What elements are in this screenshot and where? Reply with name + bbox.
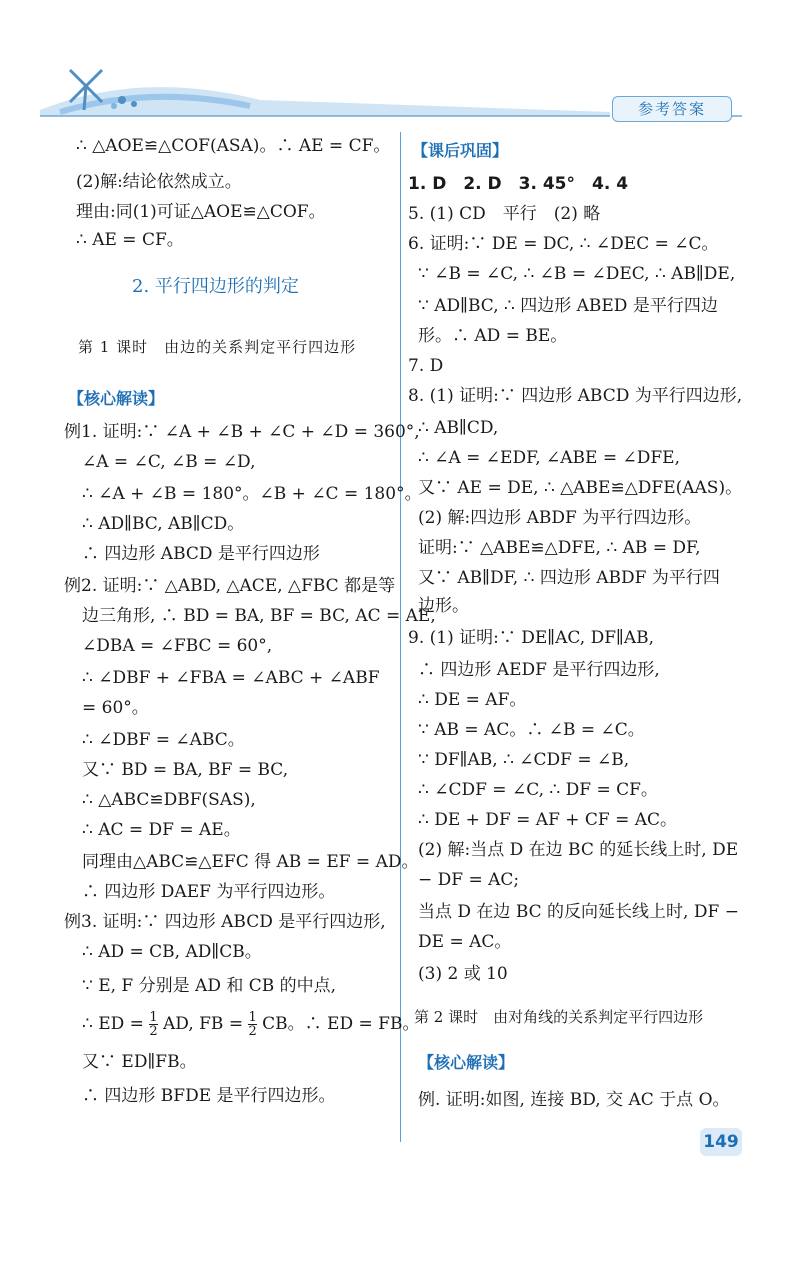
- text-segment: AD, FB =: [163, 1014, 244, 1034]
- text-line: ∴ AB∥CD,: [418, 418, 499, 438]
- column-divider: [400, 132, 401, 1142]
- text-line: DE = AC。: [418, 932, 512, 952]
- text-line: ∴ AC = DF = AE。: [82, 820, 241, 840]
- text-line: ∴ ∠DBF + ∠FBA = ∠ABC + ∠ABF: [82, 668, 380, 688]
- text-line: 边三角形, ∴ BD = BA, BF = BC, AC = AE,: [82, 606, 436, 626]
- text-line: ∴ 四边形 BFDE 是平行四边形。: [82, 1086, 336, 1106]
- text-line: ∠A = ∠C, ∠B = ∠D,: [82, 452, 256, 472]
- lesson-title: 第 2 课时 由对角线的关系判定平行四边形: [414, 1008, 704, 1026]
- text-line: ∴ 四边形 ABCD 是平行四边形: [82, 544, 320, 564]
- section-title: 2. 平行四边形的判定: [132, 276, 299, 297]
- answer-line: 1. D 2. D 3. 45° 4. 4: [408, 174, 629, 194]
- text-line: ∴ 四边形 AEDF 是平行四边形,: [418, 660, 660, 680]
- text-line: ∵ E, F 分别是 AD 和 CB 的中点,: [82, 976, 337, 996]
- text-line: ∴ △ABC≌DBF(SAS),: [82, 790, 256, 810]
- text-line: ∴ DE + DF = AF + CF = AC。: [418, 810, 678, 830]
- fraction-one-half: $\frac{1}{2}$: [149, 1010, 158, 1039]
- text-line: 又∵ ED∥FB。: [82, 1052, 197, 1072]
- page-number: 149: [700, 1128, 742, 1156]
- text-line: ∵ DF∥AB, ∴ ∠CDF = ∠B,: [418, 750, 630, 770]
- text-line: ∠DBA = ∠FBC = 60°,: [82, 636, 273, 656]
- text-segment: CB。∴ ED = FB。: [262, 1014, 420, 1034]
- text-line: (2) 解:四边形 ABDF 为平行四边形。: [418, 508, 702, 528]
- text-line: ∴ DE = AF。: [418, 690, 527, 710]
- page-header: [0, 0, 800, 130]
- text-line: 形。∴ AD = BE。: [418, 326, 568, 346]
- example-2-line: 例2. 证明:∵ △ABD, △ACE, △FBC 都是等: [64, 576, 396, 596]
- answer-line: 8. (1) 证明:∵ 四边形 ABCD 为平行四边形,: [408, 386, 743, 406]
- text-line: ∵ AB = AC。∴ ∠B = ∠C。: [418, 720, 645, 740]
- text-line: ∴ AD∥BC, AB∥CD。: [82, 514, 245, 534]
- answer-line: 7. D: [408, 356, 444, 376]
- text-line: 证明:∵ △ABE≌△DFE, ∴ AB = DF,: [418, 538, 701, 558]
- text-line: (3) 2 或 10: [418, 964, 508, 984]
- text-line: ∴ ∠CDF = ∠C, ∴ DF = CF。: [418, 780, 658, 800]
- text-line: − DF = AC;: [418, 870, 520, 890]
- lesson-title: 第 1 课时 由边的关系判定平行四边形: [78, 338, 357, 356]
- answer-line: 6. 证明:∵ DE = DC, ∴ ∠DEC = ∠C。: [408, 234, 719, 254]
- text-line: 理由:同(1)可证△AOE≌△COF。: [76, 202, 326, 222]
- core-reading-label: 【核心解读】: [68, 389, 165, 408]
- text-line: ∵ AD∥BC, ∴ 四边形 ABED 是平行四边: [418, 296, 718, 316]
- example-3-line: 例3. 证明:∵ 四边形 ABCD 是平行四边形,: [64, 912, 386, 932]
- text-segment: ∴ ED =: [82, 1014, 144, 1034]
- text-line: ∴ AE = CF。: [76, 230, 184, 250]
- text-line: ∴ △AOE≌△COF(ASA)。∴ AE = CF。: [76, 136, 391, 156]
- text-line: 当点 D 在边 BC 的反向延长线上时, DF −: [418, 902, 739, 922]
- after-class-review-label: 【课后巩固】: [412, 141, 509, 160]
- example-line: 例. 证明:如图, 连接 BD, 交 AC 于点 O。: [418, 1090, 730, 1110]
- fraction-one-half: $\frac{1}{2}$: [248, 1010, 257, 1039]
- text-line: 又∵ AB∥DF, ∴ 四边形 ABDF 为平行四: [418, 568, 720, 588]
- text-line: ∴ ∠DBF = ∠ABC。: [82, 730, 245, 750]
- answer-line: 9. (1) 证明:∵ DE∥AC, DF∥AB,: [408, 628, 655, 648]
- example-1-line: 例1. 证明:∵ ∠A + ∠B + ∠C + ∠D = 360°,: [64, 422, 420, 442]
- text-line: (2) 解:当点 D 在边 BC 的延长线上时, DE: [418, 840, 739, 860]
- text-line: 又∵ BD = BA, BF = BC,: [82, 760, 289, 780]
- fraction-line: [82, 1006, 419, 1042]
- text-line: 边形。: [418, 596, 469, 616]
- text-line: ∵ ∠B = ∠C, ∴ ∠B = ∠DEC, ∴ AB∥DE,: [418, 264, 736, 284]
- answer-line: 5. (1) CD 平行 (2) 略: [408, 204, 601, 224]
- text-line: ∴ 四边形 DAEF 为平行四边形。: [82, 882, 336, 902]
- text-line: 又∵ AE = DE, ∴ △ABE≌△DFE(AAS)。: [418, 478, 743, 498]
- text-line: ∴ ∠A + ∠B = 180°。∠B + ∠C = 180°。: [82, 484, 422, 504]
- answer-key-tag: 参考答案: [612, 96, 732, 122]
- core-reading-label: 【核心解读】: [418, 1053, 515, 1072]
- text-line: ∴ AD = CB, AD∥CB。: [82, 942, 262, 962]
- text-line: 同理由△ABC≌△EFC 得 AB = EF = AD。: [82, 852, 419, 872]
- text-line: = 60°。: [82, 698, 149, 718]
- text-line: ∴ ∠A = ∠EDF, ∠ABE = ∠DFE,: [418, 448, 680, 468]
- text-line: (2)解:结论依然成立。: [76, 172, 242, 192]
